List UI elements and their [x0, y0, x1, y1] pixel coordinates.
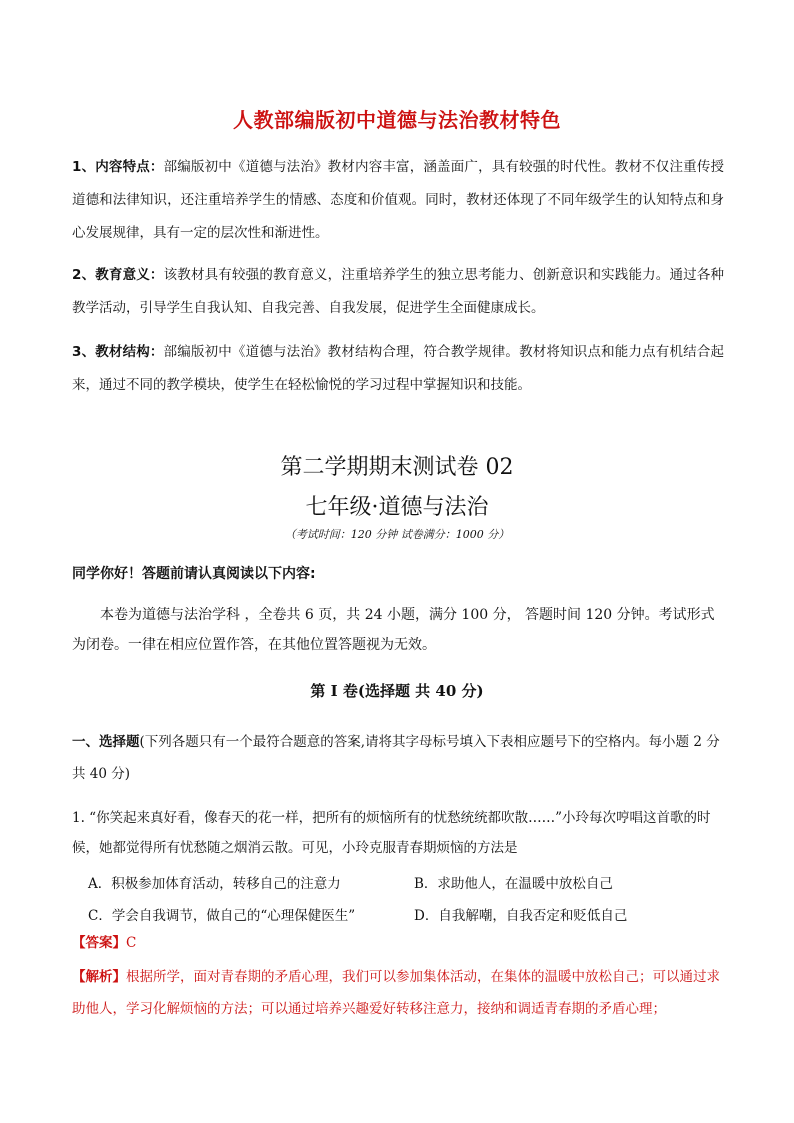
question-group-label: 一、选择题 [72, 734, 140, 750]
feature-paragraph-2 [72, 259, 724, 325]
analysis [72, 961, 724, 1025]
feature-label: 1、内容特点： [72, 159, 164, 175]
analysis-text: 根据所学，面对青春期的矛盾心理，我们可以参加集体活动，在集体的温暖中放松自己；可以通过求助他人，学习化解烦恼的方法；可以通过培养兴趣爱好转移注意力，接纳和调适青春期的矛盾心理； [72, 969, 720, 1017]
answer-value: C [126, 935, 137, 951]
exam-intro: 本卷为道德与法治学科 ，全卷共 6 页，共 24 小题，满分 100 分， 答题时间 120 分钟。考试形式为闭卷。一律在相应位置作答，在其他位置答题视为无效。 [72, 607, 715, 653]
analysis-label: 【解析】 [72, 969, 126, 985]
feature-text: 该教材具有较强的教育意义，注重培养学生的独立思考能力、创新意识和实践能力。通过各种教学活动，引导学生自我认知、自我完善、自我发展，促进学生全面健康成长。 [72, 267, 724, 316]
question-group-instructions: (下列各题只有一个最符合题意的答案,请将其字母标号填入下表相应题号下的空格内。每小题 2 分共 40 分) [72, 734, 720, 782]
exam-subtitle: 七年级·道德与法治 [305, 495, 489, 520]
option-a: A．积极参加体育活动，转移自己的注意力 [88, 876, 341, 892]
feature-text: 部编版初中《道德与法治》教材结构合理，符合教学规律。教材将知识点和能力点有机结合起来，通过不同的教学模块，使学生在轻松愉悦的学习过程中掌握知识和技能。 [72, 344, 724, 393]
question-group-heading [72, 726, 724, 790]
option-c: C．学会自我调节，做自己的“心理保健医生” [88, 908, 356, 924]
greeting: 同学你好！答题前请认真阅读以下内容: [72, 566, 316, 582]
section-heading: 第 I 卷(选择题 共 40 分) [310, 682, 484, 700]
feature-label: 3、教材结构： [72, 344, 164, 360]
feature-label: 2、教育意义： [72, 267, 164, 283]
question-1-stem: 1. “你笑起来真好看，像春天的花一样，把所有的烦恼所有的忧愁统统都吹散……”小玲每次哼唱这首歌的时候，她都觉得所有忧愁随之烟消云散。可见，小玲克服青春期烦恼的方法是 [72, 810, 711, 856]
feature-paragraph-3 [72, 336, 724, 402]
option-b: B．求助他人，在温暖中放松自己 [414, 876, 613, 892]
answer-label: 【答案】 [72, 935, 126, 951]
feature-text: 部编版初中《道德与法治》教材内容丰富，涵盖面广，具有较强的时代性。教材不仅注重传授道德和法律知识，还注重培养学生的情感、态度和价值观。同时，教材还体现了不同年级学生的认知特点和身心发展规律，具有一定的层次性和渐进性。 [72, 159, 724, 241]
answer [72, 931, 724, 951]
option-d: D．自我解嘲，自我否定和贬低自己 [414, 908, 628, 924]
exam-title: 第二学期期末测试卷 02 [280, 455, 514, 480]
feature-paragraph-1 [72, 151, 724, 250]
exam-info: （考试时间：120 分钟 试卷满分：1000 分） [284, 528, 510, 541]
page-title: 人教部编版初中道德与法治教材特色 [233, 108, 561, 132]
